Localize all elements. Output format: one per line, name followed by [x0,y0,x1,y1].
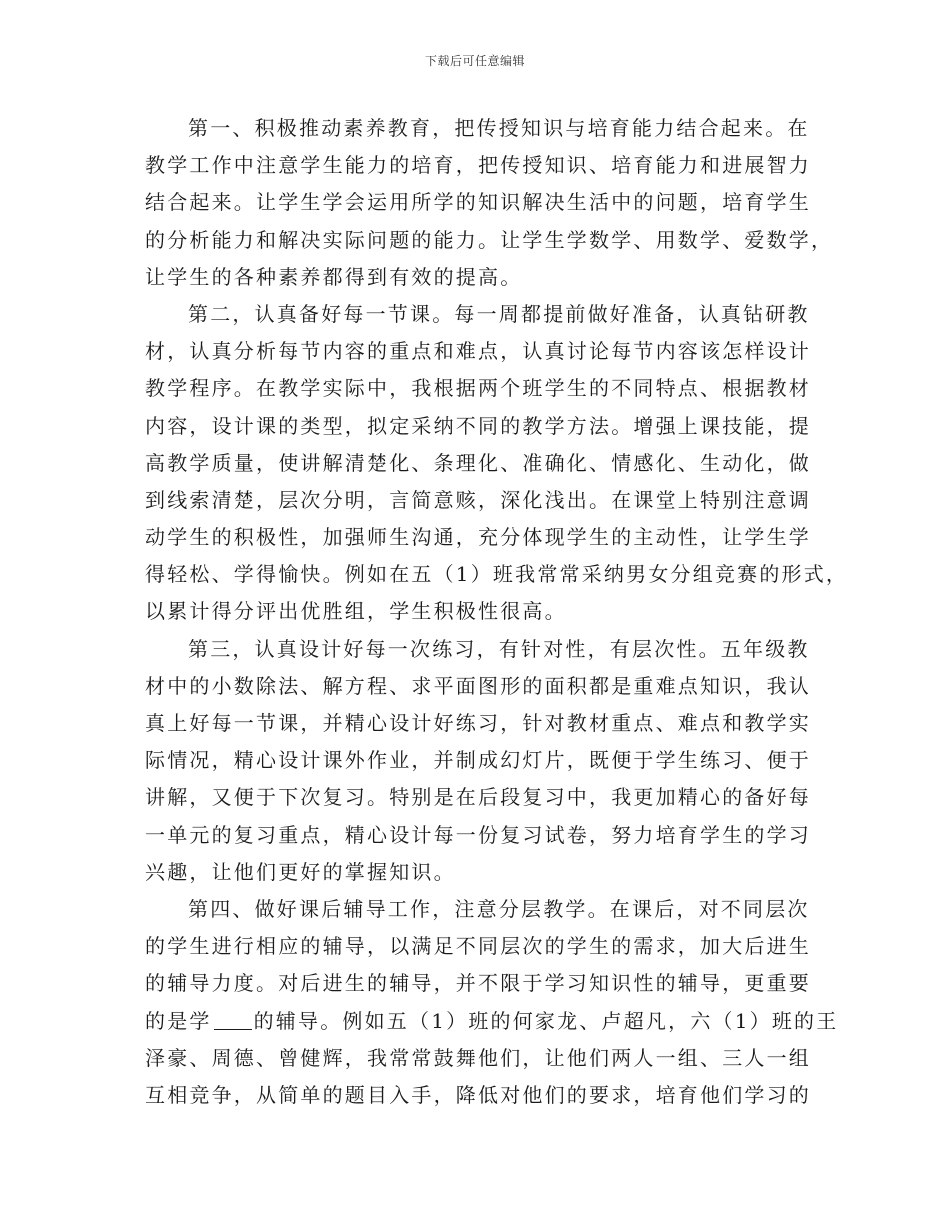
text-line: 动学生的积极性，加强师生沟通，充分体现学生的主动性，让学生学 [145,525,811,550]
text-line: 第二，认真备好每一节课。每一周都提前做好准备，认真钻研教 [188,301,810,326]
text-segment: 的辅导。例如五（1）班的何家龙、卢超凡，六（1）班的王 [253,1008,839,1033]
text-line: 兴趣，让他们更好的掌握知识。 [145,859,456,884]
text-line: 内容，设计课的类型，拟定采纳不同的教学方法。增强上课技能，提 [145,413,811,438]
text-line: 材，认真分析每节内容的重点和难点，认真讨论每节内容该怎样设计 [145,339,811,364]
text-line: 际情况，精心设计课外作业，并制成幻灯片，既便于学生练习、便于 [145,748,811,773]
text-line: 真上好每一节课，并精心设计好练习，针对教材重点、难点和教学实 [145,711,811,735]
document-body [145,110,849,1114]
text-line: 讲解，又便于下次复习。特别是在后段复习中，我更加精心的备好每 [145,785,811,810]
text-line: 高教学质量，使讲解清楚化、条理化、准确化、情感化、生动化，做 [145,450,811,475]
text-line: 让学生的各种素养都得到有效的提高。 [145,264,523,289]
text-line: 第一、积极推动素养教育，把传授知识与培育能力结合起来。在 [188,116,810,140]
text-line: 第四、做好课后辅导工作，注意分层教学。在课后，对不同层次 [188,896,810,921]
text-line: 教学工作中注意学生能力的培育，把传授知识、培育能力和进展智力 [145,153,811,178]
text-line: 互相竞争，从简单的题目入手，降低对他们的要求，培育他们学习的 [145,1082,811,1107]
text-line: 泽豪、周德、曾健辉，我常常鼓舞他们，让他们两人一组、三人一组 [145,1045,811,1070]
page-header: 下载后可任意编辑 [424,54,525,68]
text-line: 以累计得分评出优胜组，学生积极性很高。 [145,599,567,624]
text-line: 教学程序。在教学实际中，我根据两个班学生的不同特点、根据教材 [145,376,811,401]
text-line: 结合起来。让学生学会运用所学的知识解决生活中的问题，培育学生 [145,190,811,215]
text-line: 一单元的复习重点，精心设计每一份复习试卷，努力培育学生的学习 [145,822,811,847]
text-line: 到线索清楚，层次分明，言简意赅，深化浅出。在课堂上特别注意调 [145,487,811,512]
text-segment: 的是学 [145,1008,212,1033]
text-line: 的辅导力度。对后进生的辅导，并不限于学习知识性的辅导，更重要 [145,971,811,996]
text-line: 的分析能力和解决实际问题的能力。让学生学数学、用数学、爱数学， [145,227,834,252]
text-line: 第三，认真设计好每一次练习，有针对性，有层次性。五年级教 [188,636,810,661]
text-line: 得轻松、学得愉快。例如在五（1）班我常常采纳男女分组竞赛的形式， [145,562,849,587]
paragraph-4 [145,891,839,1114]
fill-in-blank [214,1009,252,1030]
text-line-with-blank [145,1003,839,1040]
text-line: 的学生进行相应的辅导，以满足不同层次的学生的需求，加大后进生 [145,934,811,959]
paragraph-2 [145,296,849,631]
text-line: 材中的小数除法、解方程、求平面图形的面积都是重难点知识，我认 [145,673,811,698]
paragraph-3 [145,631,815,891]
paragraph-1 [145,110,834,296]
